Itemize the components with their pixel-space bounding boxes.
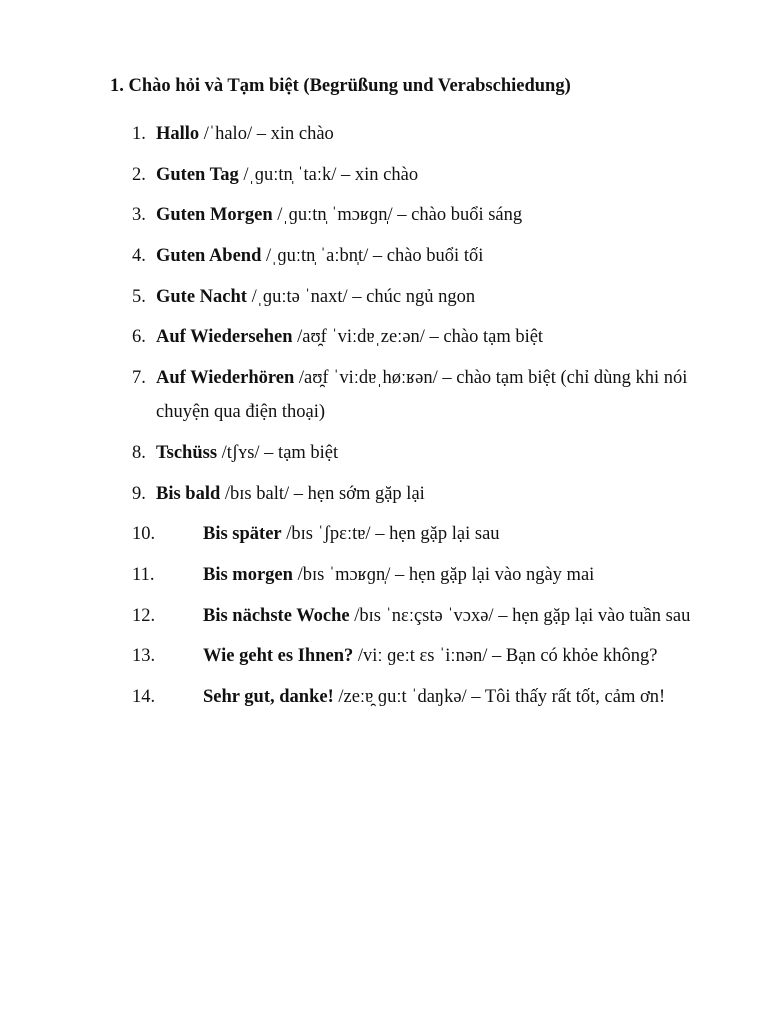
item-number: 10. bbox=[132, 524, 156, 545]
item-description: /bɪs ˈmɔʁɡn̩/ – hẹn gặp lại vào ngày mai bbox=[292, 564, 595, 585]
item-number: 7. bbox=[132, 368, 146, 389]
item-term: Bis nächste Woche bbox=[203, 605, 350, 626]
item-number: 6. bbox=[132, 327, 146, 348]
item-number: 5. bbox=[132, 286, 146, 307]
item-description: /bɪs ˈʃpɛːtɐ/ – hẹn gặp lại sau bbox=[281, 524, 500, 545]
item-description: /bɪs ˈnɛːçstə ˈvɔxə/ – hẹn gặp lại vào tuần sau bbox=[349, 605, 691, 626]
item-number: 8. bbox=[132, 442, 146, 463]
item-description: /ˌɡuːtn̩ ˈaːbn̩t/ – chào buổi tối bbox=[261, 246, 484, 267]
item-content bbox=[132, 599, 698, 633]
section-heading: 1. Chào hỏi và Tạm biệt (Begrüßung und Verabschiedung) bbox=[110, 76, 571, 96]
item-term: Auf Wiedersehen bbox=[156, 327, 293, 348]
item-term: Sehr gut, danke! bbox=[203, 686, 334, 707]
item-content bbox=[132, 517, 698, 551]
list-item bbox=[132, 517, 698, 551]
list-item bbox=[132, 280, 698, 314]
list-item bbox=[132, 680, 698, 714]
list-item bbox=[132, 361, 698, 429]
item-content bbox=[132, 158, 698, 192]
item-content bbox=[132, 680, 698, 714]
item-description: /aʊ̯f ˈviːdɐˌhøːʁən/ – chào tạm biệt (chỉ dùng khi nói chuyện qua điện thoại) bbox=[156, 368, 688, 423]
item-number: 3. bbox=[132, 205, 146, 226]
item-term: Wie geht es Ihnen? bbox=[203, 646, 354, 667]
item-description: /ˌɡuːtn̩ ˈmɔʁɡn̩/ – chào buổi sáng bbox=[272, 205, 523, 226]
item-term: Guten Tag bbox=[156, 164, 239, 185]
item-number: 1. bbox=[132, 124, 146, 144]
item-number: 11. bbox=[132, 564, 155, 585]
list-item bbox=[132, 117, 698, 151]
item-content bbox=[132, 477, 698, 511]
item-description: /ˌɡuːtn̩ ˈtaːk/ – xin chào bbox=[238, 164, 419, 185]
list-item bbox=[132, 477, 698, 511]
item-term: Bis morgen bbox=[203, 564, 293, 585]
item-content bbox=[132, 198, 698, 232]
vocabulary-list bbox=[132, 117, 698, 721]
item-description: /tʃʏs/ – tạm biệt bbox=[217, 442, 339, 463]
item-number: 13. bbox=[132, 646, 156, 667]
item-number: 9. bbox=[132, 483, 146, 504]
item-number: 4. bbox=[132, 246, 146, 267]
item-content bbox=[132, 280, 698, 314]
item-description: /ˈhalo/ – xin chào bbox=[199, 124, 334, 144]
item-content bbox=[132, 117, 698, 151]
item-description: /zeːɐ̯ ɡuːt ˈdaŋkə/ – Tôi thấy rất tốt, cảm ơn! bbox=[333, 686, 666, 707]
item-term: Bis später bbox=[203, 524, 282, 545]
item-content bbox=[132, 361, 698, 429]
item-description: /viː ɡeːt ɛs ˈiːnən/ – Bạn có khỏe không? bbox=[353, 646, 658, 667]
list-item bbox=[132, 639, 698, 673]
item-content bbox=[132, 558, 698, 592]
item-term: Guten Abend bbox=[156, 246, 262, 267]
item-description: /bɪs balt/ – hẹn sớm gặp lại bbox=[220, 483, 425, 504]
list-item bbox=[132, 599, 698, 633]
list-item bbox=[132, 158, 698, 192]
item-number: 12. bbox=[132, 605, 156, 626]
list-item bbox=[132, 198, 698, 232]
item-content bbox=[132, 320, 698, 354]
item-term: Hallo bbox=[156, 124, 200, 144]
item-content bbox=[132, 239, 698, 273]
item-content bbox=[132, 436, 698, 470]
list-item bbox=[132, 436, 698, 470]
list-item bbox=[132, 239, 698, 273]
item-number: 14. bbox=[132, 686, 156, 707]
list-item bbox=[132, 558, 698, 592]
item-number: 2. bbox=[132, 164, 146, 185]
item-term: Gute Nacht bbox=[156, 286, 247, 307]
item-term: Bis bald bbox=[156, 483, 221, 504]
item-description: /ˌɡuːtə ˈnaxt/ – chúc ngủ ngon bbox=[246, 286, 476, 307]
item-description: /aʊ̯f ˈviːdɐˌzeːən/ – chào tạm biệt bbox=[292, 327, 544, 348]
item-content bbox=[132, 639, 698, 673]
item-term: Tschüss bbox=[156, 442, 218, 463]
item-term: Guten Morgen bbox=[156, 205, 273, 226]
list-item bbox=[132, 320, 698, 354]
item-term: Auf Wiederhören bbox=[156, 368, 295, 389]
